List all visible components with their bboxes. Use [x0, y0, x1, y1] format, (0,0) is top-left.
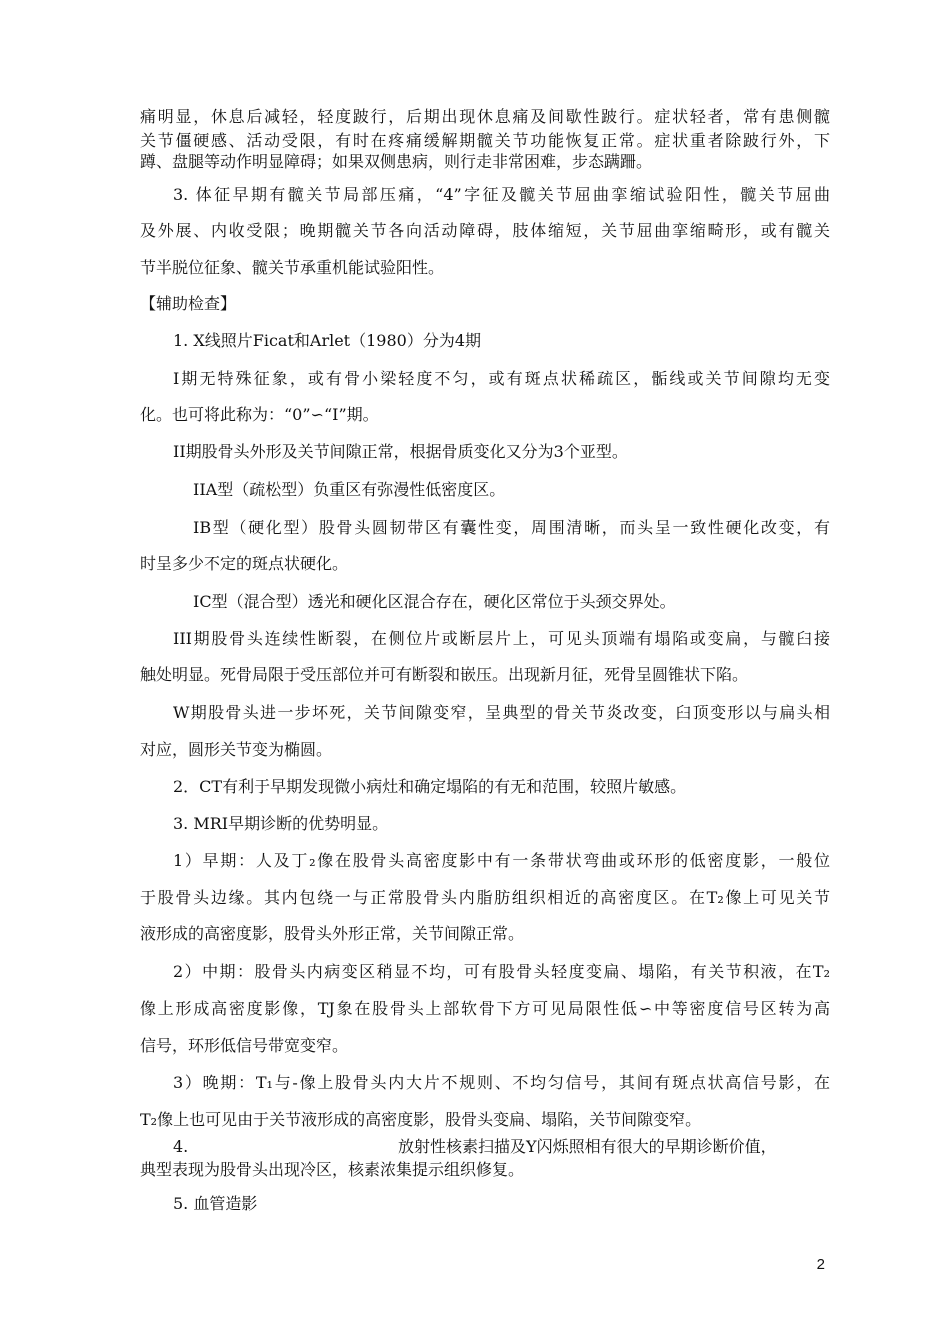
paragraph-line: IIA型（疏松型）负重区有弥漫性低密度区。 — [193, 480, 506, 499]
page-number: 2 — [816, 1256, 825, 1273]
paragraph-line: 像上形成高密度影像，TJ象在股骨头上部软骨下方可见局限性低∽中等密度信号区转为高 — [140, 999, 830, 1018]
paragraph-line: 2．CT有利于早期发现微小病灶和确定塌陷的有无和范围，较照片敏感。 — [173, 777, 687, 796]
paragraph-line: 放射性核素扫描及Y闪烁照相有很大的早期诊断价值， — [398, 1137, 777, 1156]
paragraph-line: 及外展、内收受限；晚期髋关节各向活动障碍，肢体缩短，关节屈曲挛缩畸形，或有髋关 — [140, 221, 830, 240]
paragraph-line: 关节僵硬感、活动受限，有时在疼痛缓解期髋关节功能恢复正常。症状重者除跛行外，下 — [140, 131, 830, 150]
paragraph-line: 信号，环形低信号带宽变窄。 — [140, 1036, 349, 1055]
paragraph-line: IC型（混合型）透光和硬化区混合存在，硬化区常位于头颈交界处。 — [193, 592, 676, 611]
paragraph-line: 对应，圆形关节变为椭圆。 — [140, 740, 333, 759]
paragraph-line: 节半脱位征象、髋关节承重机能试验阳性。 — [140, 258, 445, 277]
paragraph-line: 蹲、盘腿等动作明显障碍；如果双侧患病，则行走非常困难，步态蹒跚。 — [140, 152, 653, 171]
paragraph-line: 3. 体征早期有髋关节局部压痛，“4”字征及髋关节屈曲挛缩试验阳性，髋关节屈曲 — [173, 185, 830, 204]
paragraph-line: 3. MRI早期诊断的优势明显。 — [173, 814, 389, 833]
paragraph-line: 5. 血管造影 — [173, 1194, 258, 1213]
paragraph-line: 痛明显，休息后减轻，轻度跛行，后期出现休息痛及间歇性跛行。症状轻者，常有患侧髋 — [140, 107, 830, 126]
paragraph-line: IB型（硬化型）股骨头圆韧带区有囊性变，周围清晰，而头呈一致性硬化改变，有 — [193, 518, 830, 537]
paragraph-line: W期股骨头进一步坏死，关节间隙变窄，呈典型的骨关节炎改变，臼顶变形以与扁头相 — [173, 703, 830, 722]
paragraph-line: 典型表现为股骨头出现冷区，核素浓集提示组织修复。 — [140, 1160, 525, 1179]
paragraph-line: 1. X线照片Ficat和Arlet（1980）分为4期 — [173, 331, 482, 350]
paragraph-line: T₂像上也可见由于关节液形成的高密度影，股骨头变扁、塌陷，关节间隙变窄。 — [140, 1110, 702, 1129]
paragraph-line: 时呈多少不定的斑点状硬化。 — [140, 554, 349, 573]
paragraph-line: 2）中期：股骨头内病变区稍显不均，可有股骨头轻度变扁、塌陷，有关节积液，在T₂ — [173, 962, 830, 981]
paragraph-line: I期无特殊征象，或有骨小梁轻度不匀，或有斑点状稀疏区，骺线或关节间隙均无变 — [173, 369, 830, 388]
paragraph-line: 化。也可将此称为：“0”∽“I”期。 — [140, 405, 379, 424]
paragraph-line: II期股骨头外形及关节间隙正常，根据骨质变化又分为3个亚型。 — [173, 442, 628, 461]
paragraph-line: III期股骨头连续性断裂，在侧位片或断层片上，可见头顶端有塌陷或变扁，与髋臼接 — [173, 629, 830, 648]
paragraph-line: 液形成的高密度影，股骨头外形正常，关节间隙正常。 — [140, 924, 525, 943]
list-number: 4. — [173, 1137, 189, 1156]
paragraph-line: 3）晚期：T₁与-像上股骨头内大片不规则、不均匀信号，其间有斑点状高信号影，在 — [173, 1073, 830, 1092]
section-heading: 【辅助检查】 — [140, 294, 237, 313]
paragraph-line: 1）早期：人及丁₂像在股骨头高密度影中有一条带状弯曲或环形的低密度影，一般位 — [173, 851, 830, 870]
paragraph-line: 于股骨头边缘。其内包绕一与正常股骨头内脂肪组织相近的高密度区。在T₂像上可见关节 — [140, 888, 830, 907]
paragraph-line: 触处明显。死骨局限于受压部位并可有断裂和嵌压。出现新月征，死骨呈圆锥状下陷。 — [140, 665, 749, 684]
